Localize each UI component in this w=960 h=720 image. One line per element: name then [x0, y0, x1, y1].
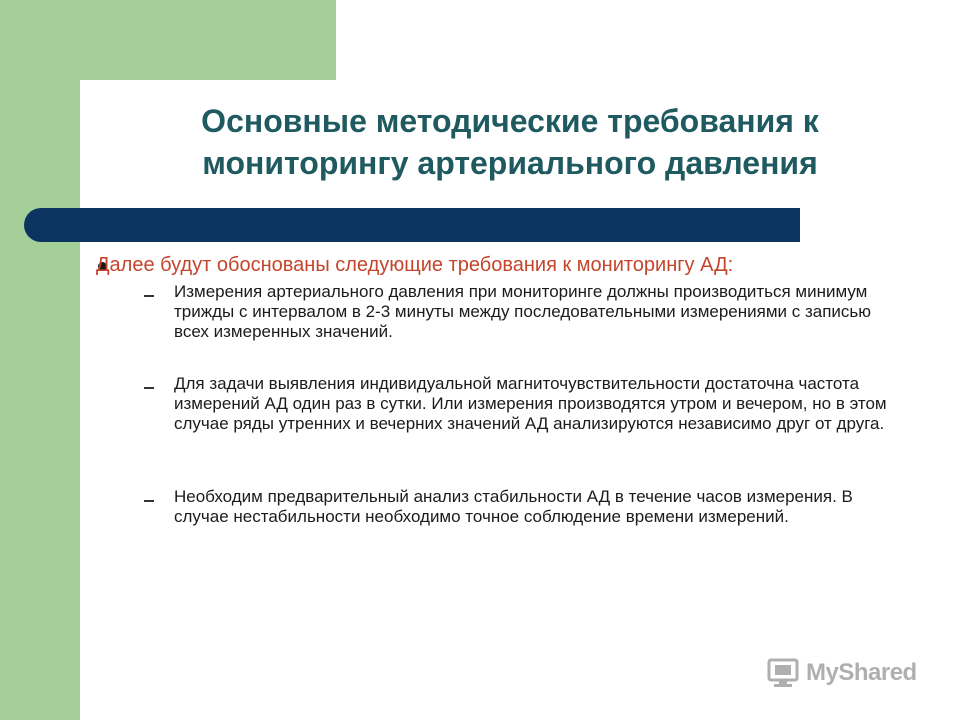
- title-underline-bar: [24, 208, 800, 242]
- decorative-green-block-left: [0, 0, 80, 720]
- watermark-text: MyShared: [806, 659, 917, 686]
- slide-title: Основные методические требования к мониторингу артериального давления: [201, 103, 819, 181]
- monitor-logo-icon: [766, 656, 800, 690]
- sub-bullet-dash: [144, 500, 154, 502]
- intro-text: Далее будут обоснованы следующие требования к мониторингу АД:: [96, 254, 734, 276]
- sub-bullet-dash: [144, 295, 154, 297]
- list-item: Необходим предварительный анализ стабильности АД в течение часов измерения. В случае нестабильности необходимо точное соблюдение времени измерений.: [174, 487, 853, 526]
- watermark: [766, 656, 917, 690]
- list-item: Для задачи выявления индивидуальной магниточувствительности достаточна частота измерений АД один раз в сутки. Или измерения производятся утром и вечером, но в этом случае ряды утренних и вечерних значений АД анализируются независимо друг от друга.: [174, 374, 887, 433]
- sub-bullet-dash: [144, 387, 154, 389]
- list-item: Измерения артериального давления при мониторинге должны производиться минимум трижды с интервалом в 2-3 минуты между последовательными измерениями с записью всех измеренных значений.: [174, 282, 872, 341]
